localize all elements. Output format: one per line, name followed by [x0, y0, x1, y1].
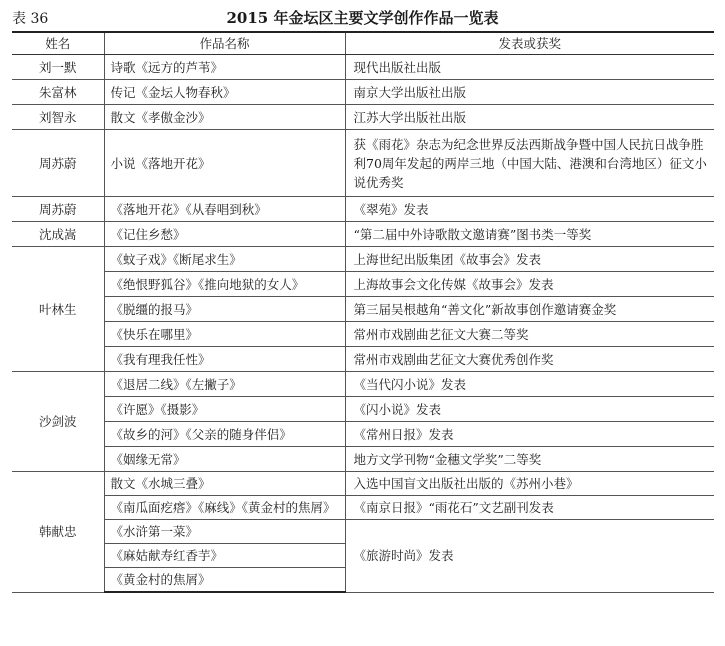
table-row — [12, 520, 714, 544]
author-cell: 韩献忠 — [12, 472, 104, 593]
work-cell: 《黄金村的焦屑》 — [104, 568, 345, 593]
table-row — [12, 130, 714, 197]
author-cell: 刘一默 — [12, 55, 104, 80]
award-cell: 上海故事会文化传媒《故事会》发表 — [345, 272, 714, 297]
work-cell: 《脱缰的报马》 — [104, 297, 345, 322]
award-cell: 常州市戏剧曲艺征文大赛优秀创作奖 — [345, 347, 714, 372]
work-cell: 《记住乡愁》 — [104, 222, 345, 247]
work-cell: 《我有理我任性》 — [104, 347, 345, 372]
author-cell: 沈成嵩 — [12, 222, 104, 247]
work-cell: 散文《孝傲金沙》 — [104, 105, 345, 130]
work-cell: 小说《落地开花》 — [104, 130, 345, 197]
award-cell: 获《雨花》杂志为纪念世界反法西斯战争暨中国人民抗日战争胜利70周年发起的两岸三地（中国大陆、港澳和台湾地区）征文小说优秀奖 — [345, 130, 714, 197]
header-name: 姓名 — [12, 32, 104, 55]
work-cell: 《绝恨野狐谷》《推向地狱的女人》 — [104, 272, 345, 297]
work-cell: 《许愿》《摄影》 — [104, 397, 345, 422]
works-table — [12, 31, 714, 593]
author-cell: 沙剑波 — [12, 372, 104, 472]
work-cell: 散文《水城三叠》 — [104, 472, 345, 496]
work-cell: 《麻姑献寿红香芋》 — [104, 544, 345, 568]
table-row — [12, 55, 714, 80]
header-work: 作品名称 — [104, 32, 345, 55]
award-cell: 现代出版社出版 — [345, 55, 714, 80]
table-number: 表 36 — [12, 11, 49, 27]
table-title: 2015 年金坛区主要文学创作作品一览表 — [226, 9, 499, 27]
table-row — [12, 347, 714, 372]
table-row — [12, 472, 714, 496]
table-row — [12, 447, 714, 472]
author-cell: 叶林生 — [12, 247, 104, 372]
work-cell: 《水浒第一菜》 — [104, 520, 345, 544]
award-cell: 《旅游时尚》发表 — [345, 520, 714, 593]
table-row — [12, 496, 714, 520]
table-row — [12, 247, 714, 272]
author-cell: 周苏蔚 — [12, 197, 104, 222]
table-row — [12, 80, 714, 105]
award-cell: 上海世纪出版集团《故事会》发表 — [345, 247, 714, 272]
award-cell: 《闪小说》发表 — [345, 397, 714, 422]
table-caption — [0, 0, 725, 30]
award-cell: 地方文学刊物“金穗文学奖”二等奖 — [345, 447, 714, 472]
award-cell: 《南京日报》“雨花石”文艺副刊发表 — [345, 496, 714, 520]
award-cell: 《当代闪小说》发表 — [345, 372, 714, 397]
table-row — [12, 222, 714, 247]
award-cell: 《常州日报》发表 — [345, 422, 714, 447]
table-row — [12, 272, 714, 297]
table-row — [12, 422, 714, 447]
table-row — [12, 297, 714, 322]
work-cell: 《落地开花》《从春唱到秋》 — [104, 197, 345, 222]
award-cell: 《翠苑》发表 — [345, 197, 714, 222]
award-cell: 南京大学出版社出版 — [345, 80, 714, 105]
work-cell: 《快乐在哪里》 — [104, 322, 345, 347]
table-row — [12, 105, 714, 130]
award-cell: “第二届中外诗歌散文邀请赛”图书类一等奖 — [345, 222, 714, 247]
award-cell: 常州市戏剧曲艺征文大赛二等奖 — [345, 322, 714, 347]
award-cell: 入选中国盲文出版社出版的《苏州小巷》 — [345, 472, 714, 496]
work-cell: 《退居二线》《左撇子》 — [104, 372, 345, 397]
work-cell: 《姻缘无常》 — [104, 447, 345, 472]
award-cell: 第三届吴根越角“善文化”新故事创作邀请赛金奖 — [345, 297, 714, 322]
table-row — [12, 197, 714, 222]
header-row — [12, 32, 714, 55]
table-row — [12, 397, 714, 422]
author-cell: 周苏蔚 — [12, 130, 104, 197]
work-cell: 传记《金坛人物春秋》 — [104, 80, 345, 105]
work-cell: 《南瓜面疙瘩》《麻线》《黄金村的焦屑》 — [104, 496, 345, 520]
table-row — [12, 372, 714, 397]
work-cell: 《蚊子戏》《断尾求生》 — [104, 247, 345, 272]
work-cell: 诗歌《远方的芦苇》 — [104, 55, 345, 80]
author-cell: 朱富林 — [12, 80, 104, 105]
header-award: 发表或获奖 — [345, 32, 714, 55]
work-cell: 《故乡的河》《父亲的随身伴侣》 — [104, 422, 345, 447]
table-row — [12, 322, 714, 347]
award-cell: 江苏大学出版社出版 — [345, 105, 714, 130]
author-cell: 刘智永 — [12, 105, 104, 130]
